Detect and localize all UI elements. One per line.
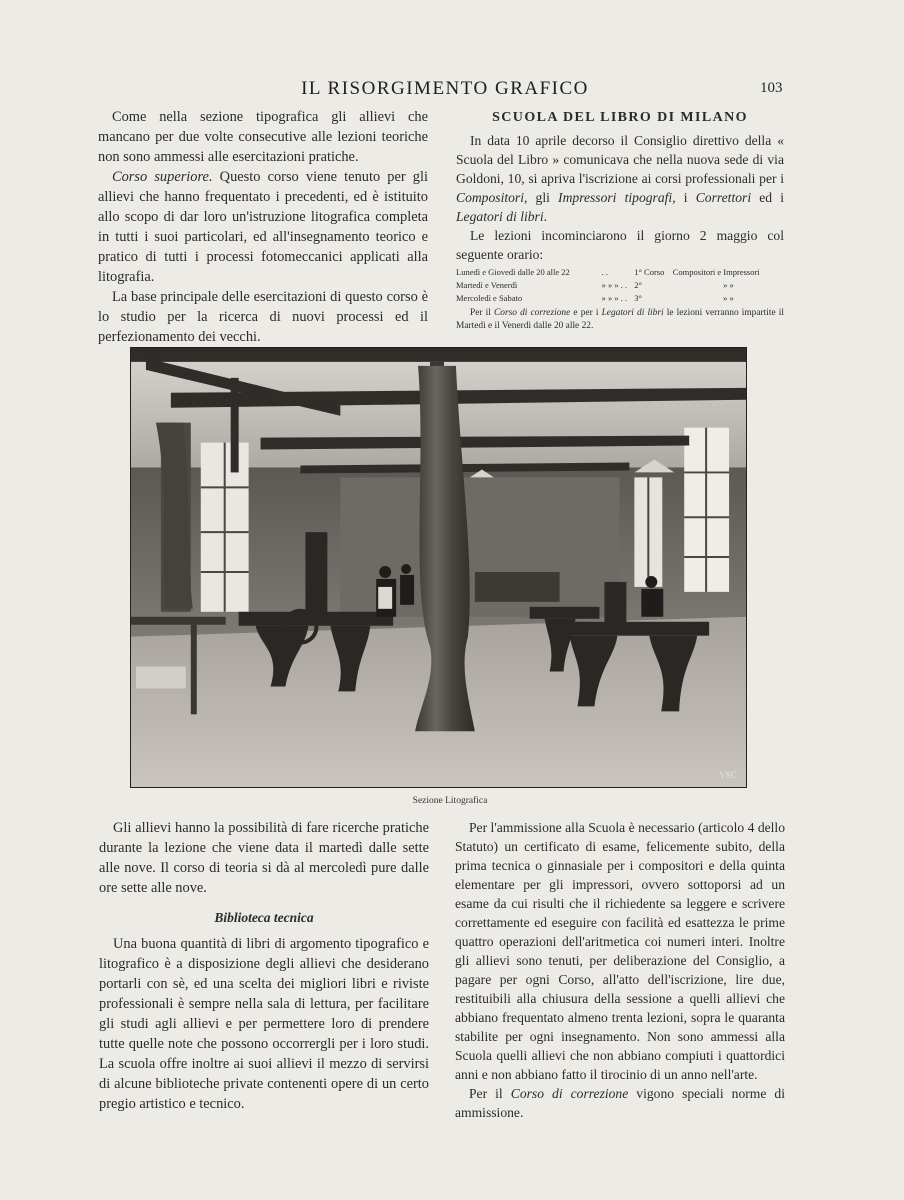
- section-title-scuola: SCUOLA DEL LIBRO DI MILANO: [492, 110, 748, 125]
- schedule-course: 2°: [634, 280, 642, 290]
- note-course-legatori: Legatori di libri: [601, 308, 664, 318]
- text-fragment: , i: [672, 190, 696, 205]
- running-title: IL RISORGIMENTO GRAFICO: [301, 78, 589, 99]
- text-fragment: , gli: [523, 190, 559, 205]
- schedule-group: Compositori e Impressori: [672, 267, 760, 277]
- course-compositori: Compositori: [456, 190, 524, 205]
- paragraph-exercises-basis: La base principale delle esercitazioni di questo corso è lo studio per la ricerca di nuovi processi ed il perfezionamento dei vecchi.: [98, 289, 428, 345]
- paragraph-admission-rule: Come nella sezione tipografica gli allievi che mancano per due volte consecutive alle lezioni teoriche non sono ammessi alle esercitazioni pratiche.: [98, 109, 428, 165]
- paragraph-registration-notice: [456, 131, 784, 226]
- schedule-row: [456, 266, 784, 279]
- schedule-days: Lunedì e Giovedì dalle 20 alle 22: [456, 267, 570, 277]
- schedule-row: [456, 279, 784, 292]
- text-fragment: Per il: [469, 1086, 511, 1101]
- top-right-column: [456, 108, 784, 333]
- subtitle-biblioteca: Biblioteca tecnica: [214, 910, 314, 925]
- schedule-dots: » » » . .: [601, 293, 628, 303]
- text-fragment: vigono speciali norme di ammissione.: [455, 1086, 785, 1120]
- page-number: 103: [760, 80, 783, 96]
- note-course-correzione: Corso di correzione: [494, 308, 571, 318]
- text-fragment: .: [543, 209, 548, 224]
- schedule-table: [456, 266, 784, 305]
- schedule-dots: » » » . .: [601, 280, 628, 290]
- correction-course-name: Corso di correzione: [510, 1086, 629, 1101]
- bottom-left-column: [99, 818, 429, 1114]
- schedule-group: » »: [723, 280, 734, 290]
- figure-caption: Sezione Litografica: [412, 796, 488, 806]
- course-impressori: Impressori tipografi: [558, 190, 673, 205]
- text-fragment: le lezioni verranno impartite il Martedì e il Venerdì dalle 20 alle 22.: [456, 308, 784, 331]
- course-correttori: Correttori: [695, 190, 752, 205]
- schedule-group: » »: [723, 293, 734, 303]
- schedule-course: 1° Corso: [634, 267, 665, 277]
- advanced-course-text: Questo corso viene tenuto per gli allievi che hanno frequentato i precedenti, ed è istituito allo scopo di dar loro un'istruzione litografica completa in tutti i suoi particolari, ed all'insegnamento teorico e pratico di tutti i processi fotomeccanici applicati alla litografia.: [98, 169, 428, 285]
- workshop-illustration: [131, 348, 746, 787]
- schedule-dots: . .: [601, 267, 608, 277]
- lithography-workshop-photo: [130, 347, 747, 788]
- text-fragment: Per il: [470, 308, 494, 318]
- paragraph-correction-course: [455, 1084, 785, 1122]
- bottom-right-column: [455, 818, 785, 1122]
- photo-signature: VSC: [719, 770, 737, 781]
- course-legatori: Legatori di libri: [456, 209, 544, 224]
- schedule-course: 3°: [634, 293, 642, 303]
- schedule-days: Martedì e Venerdì: [456, 280, 518, 290]
- paragraph-schedule-intro: Le lezioni incominciarono il giorno 2 maggio col seguente orario:: [456, 228, 784, 262]
- text-fragment: ed i: [751, 190, 785, 205]
- paragraph-practical-research: Gli allievi hanno la possibilità di fare ricerche pratiche durante la lezione che viene data il martedì dalle sette alle nove. Il corso di teoria si dà al mercoledì pure dalle ore sette alle nove.: [99, 820, 429, 896]
- paragraph-advanced-course: [98, 167, 428, 287]
- schedule-days: Mercoledì e Sabato: [456, 293, 523, 303]
- schedule-row: [456, 292, 784, 305]
- text-fragment: In data 10 aprile decorso il Consiglio direttivo della « Scuola del Libro » comunicava che nella nuova sede di via Goldoni, 10, si apriva l'iscrizione ai corsi professionali per i: [456, 133, 784, 186]
- top-left-column: [98, 107, 428, 347]
- advanced-course-lead: Corso superiore.: [112, 169, 213, 185]
- schedule-note: [456, 307, 784, 333]
- paragraph-library: Una buona quantità di libri di argomento tipografico e litografico è a disposizione degli allievi che desiderano portarli con sè, ed una scelta dei migliori libri e riviste professionali è sempre nella sala di lettura, per facilitare gli studi agli allievi e per permettere loro di prendere tutte quelle note che possono occorrergli per i loro studi. La scuola offre inoltre ai suoi allievi il mezzo di servirsi di alcune biblioteche private contenenti opere di un certo pregio artistico e tecnico.: [99, 936, 429, 1112]
- paragraph-admission-requirements: Per l'ammissione alla Scuola è necessario (articolo 4 dello Statuto) un certificato di esame, felicemente subito, della prima tecnica o ginnasiale per i compositori e della quinta elementare per gli impressori, ovvero sottoporsi ad un esame da cui risulti che il richiedente sa leggere e scrivere correttamente ed eseguire con facilità ed esattezza le prime quattro operazioni dell'aritmetica coi numeri interi. Inoltre gli allievi sono tenuti, per deliberazione del Consiglio, a pagare per ogni Corso, all'atto dell'iscrizione, lire due, restituibili alla chiusura della sessione a quelli allievi che abbiano frequentato almeno trenta lezioni, sopra le quaranta stabilite per ogni insegnamento. Non sono ammessi alla Scuola quelli allievi che non abbiano compiuti i quattordici anni e non abbiano fatto il tirocinio di un anno nell'arte.: [455, 820, 785, 1082]
- text-fragment: e per i: [570, 308, 602, 318]
